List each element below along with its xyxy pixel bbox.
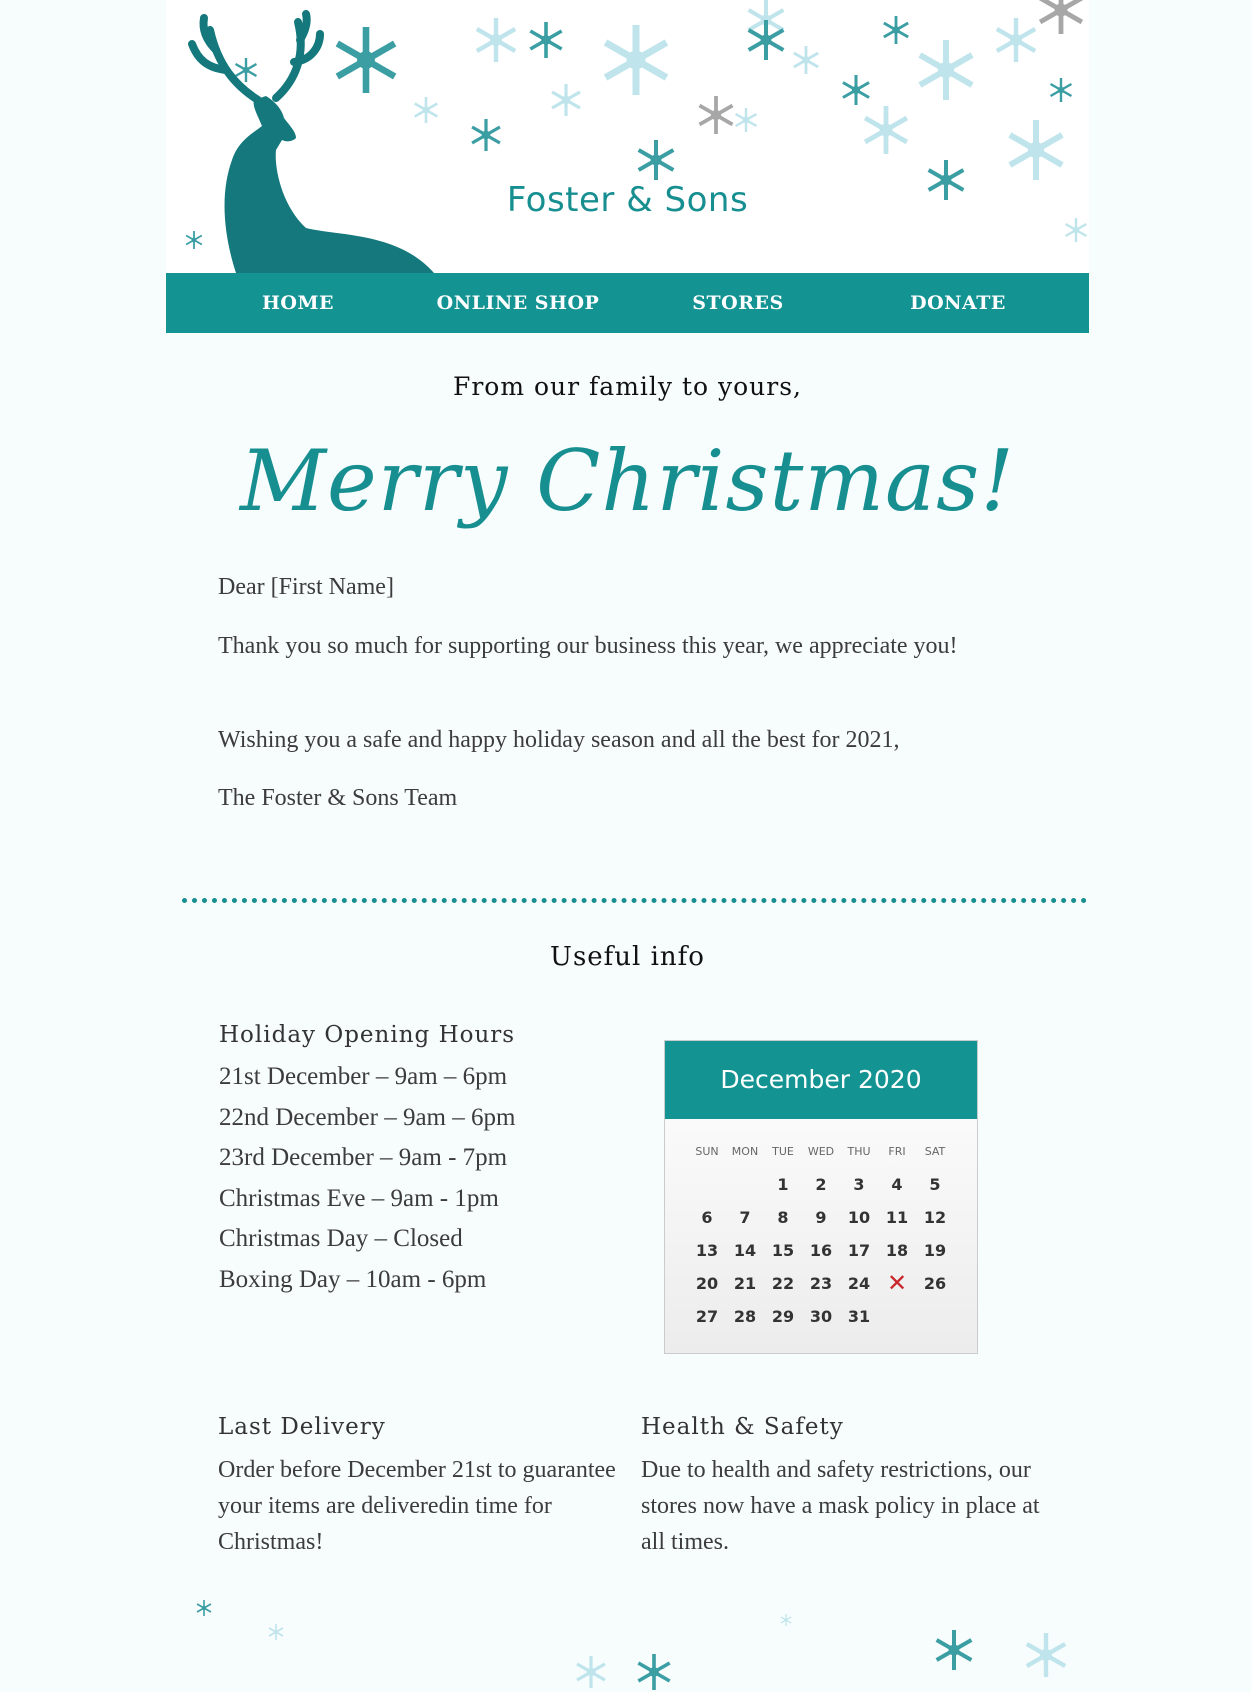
greeting-line: From our family to yours, [452, 372, 803, 401]
dotted-divider [182, 898, 1087, 903]
nav-home[interactable]: HOME [261, 292, 335, 314]
calendar-day: 23 [809, 1274, 833, 1293]
hours-item: 22nd December – 9am – 6pm [219, 1103, 516, 1131]
delivery-text: Order before December 21st to guarantee your items are deliveredin time for Christmas! [218, 1457, 616, 1555]
calendar-weekday: MON [731, 1145, 759, 1158]
calendar-day: 15 [771, 1241, 795, 1260]
calendar-day: 9 [815, 1208, 827, 1227]
safety-text: Due to health and safety restrictions, our stores now have a mask policy in place at all times. [641, 1457, 1040, 1555]
hours-item: Christmas Eve – 9am - 1pm [219, 1184, 499, 1212]
calendar-day: 28 [733, 1307, 757, 1326]
calendar-day: 6 [701, 1208, 713, 1227]
hours-item: 21st December – 9am – 6pm [219, 1063, 508, 1090]
calendar-grid [665, 1135, 977, 1333]
calendar-weekday: THU [847, 1145, 871, 1158]
section-title: Useful info [550, 942, 705, 972]
hours-item: Christmas Day – Closed [219, 1225, 463, 1252]
email-container [166, 0, 1089, 1692]
calendar-day: 22 [771, 1274, 795, 1293]
calendar-day: 17 [847, 1241, 871, 1260]
calendar-weekday: FRI [888, 1145, 906, 1158]
snowflake-decoration [166, 0, 1089, 273]
calendar-day: 8 [777, 1208, 789, 1227]
nav-donate[interactable]: DONATE [910, 292, 1006, 314]
calendar-day-marked: ✕ [886, 1269, 908, 1297]
safety-title: Health & Safety [641, 1414, 844, 1440]
calendar-day: 5 [929, 1175, 941, 1194]
calendar-month: December 2020 [665, 1041, 977, 1119]
calendar-day: 31 [847, 1307, 871, 1326]
calendar-day: 2 [815, 1175, 827, 1194]
calendar-day: 3 [853, 1175, 865, 1194]
calendar [664, 1040, 978, 1354]
calendar-day: 10 [847, 1208, 871, 1227]
calendar-day: 19 [923, 1241, 947, 1260]
calendar-weekday: TUE [772, 1145, 794, 1158]
delivery-title: Last Delivery [218, 1414, 386, 1440]
calendar-blank [688, 1168, 726, 1201]
calendar-day: 11 [885, 1208, 909, 1227]
calendar-day: 26 [923, 1274, 947, 1293]
main-nav [166, 273, 1089, 333]
calendar-day: 21 [733, 1274, 757, 1293]
hours-list [219, 1057, 515, 1300]
calendar-weekday: SUN [695, 1145, 719, 1158]
header-banner [166, 0, 1089, 273]
calendar-day: 14 [733, 1241, 757, 1260]
calendar-day: 16 [809, 1241, 833, 1260]
calendar-day: 27 [695, 1307, 719, 1326]
headline: Merry Christmas! [239, 432, 1016, 530]
hours-title: Holiday Opening Hours [219, 1022, 516, 1048]
calendar-blank [726, 1168, 764, 1201]
calendar-weekday: SAT [924, 1145, 946, 1158]
salutation: Dear [First Name] [218, 574, 394, 600]
signoff: The Foster & Sons Team [218, 785, 458, 811]
calendar-day: 20 [695, 1274, 719, 1293]
letter-paragraph-1: Thank you so much for supporting our business this year, we appreciate you! [218, 633, 958, 659]
letter-paragraph-2: Wishing you a safe and happy holiday season and all the best for 2021, [218, 727, 900, 753]
calendar-day: 13 [695, 1241, 719, 1260]
calendar-day: 18 [885, 1241, 909, 1260]
calendar-day: 30 [809, 1307, 833, 1326]
calendar-weekday: WED [807, 1145, 835, 1158]
calendar-day: 7 [739, 1208, 751, 1227]
calendar-day: 1 [777, 1175, 789, 1194]
nav-online-shop[interactable]: ONLINE SHOP [436, 292, 600, 314]
hours-item: Boxing Day – 10am - 6pm [219, 1265, 487, 1293]
calendar-day: 29 [771, 1307, 795, 1326]
brand-title: Foster & Sons [506, 180, 749, 220]
calendar-day: 24 [847, 1274, 871, 1293]
nav-stores[interactable]: STORES [692, 292, 784, 314]
hours-item: 23rd December – 9am - 7pm [219, 1144, 508, 1171]
calendar-day: 12 [923, 1208, 947, 1227]
calendar-day: 4 [891, 1175, 903, 1194]
